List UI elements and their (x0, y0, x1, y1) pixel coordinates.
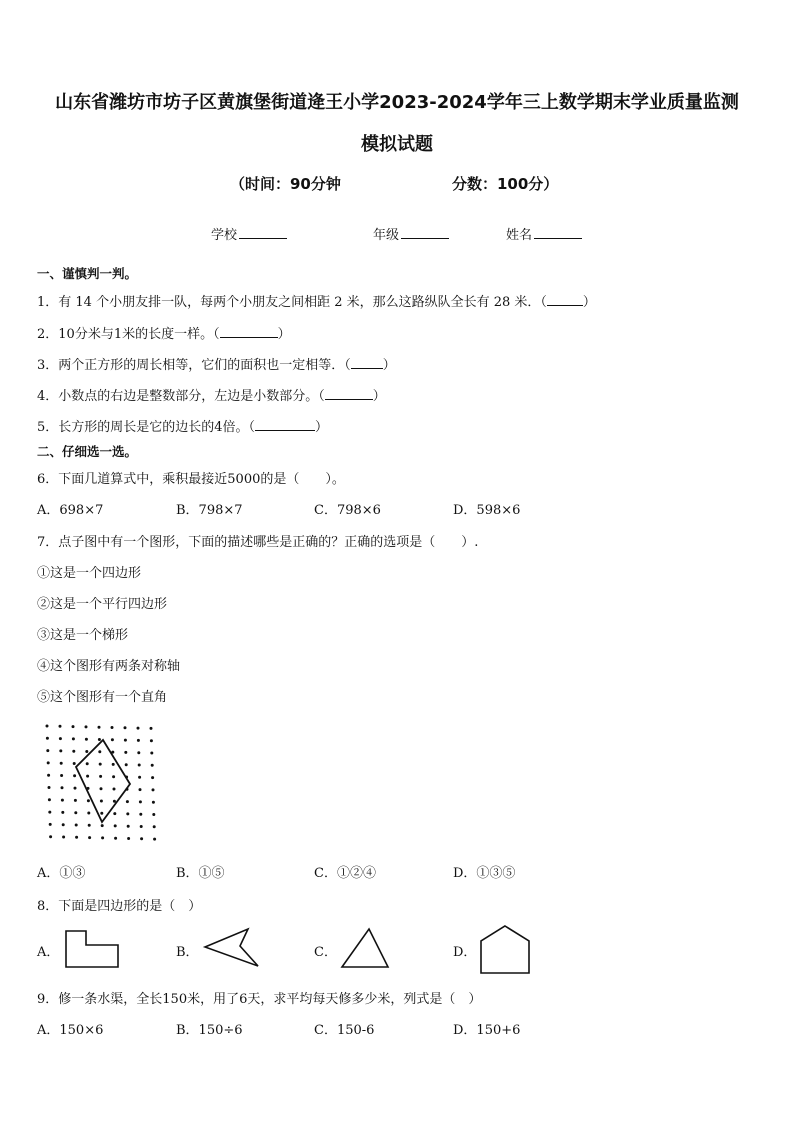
answer-blank-2[interactable] (220, 337, 278, 338)
grid-dot (49, 835, 52, 838)
q7-option-a[interactable]: A．①③ (37, 866, 86, 881)
answer-blank-1[interactable] (547, 305, 583, 306)
triangle-figure (339, 927, 391, 971)
grid-dot (98, 750, 101, 753)
question-7-stem: 7．点子图中有一个图形，下面的描述哪些是正确的？正确的选项是（ ）. (37, 535, 479, 550)
exam-title-line1: 山东省潍坊市坊子区黄旗堡街道逄王小学2023-2024学年三上数学期末学业质量监测 (55, 92, 739, 113)
grid-dot (153, 838, 156, 841)
q7-option-d[interactable]: D．①③⑤ (453, 866, 516, 881)
grid-dot (100, 787, 103, 790)
q6-option-b[interactable]: B．798×7 (176, 503, 243, 518)
grid-dot (49, 823, 52, 826)
answer-blank-3[interactable] (351, 368, 383, 369)
school-field (211, 224, 287, 243)
grid-dot (75, 836, 78, 839)
grid-dot (126, 800, 129, 803)
question-8-stem: 8．下面是四边形的是（ ） (37, 899, 202, 914)
section1-heading: 一、谨慎判一判。 (37, 266, 138, 281)
grid-dot (152, 813, 155, 816)
grid-dot (101, 824, 104, 827)
grid-dot (113, 812, 116, 815)
grid-dot (124, 726, 127, 729)
grid-dot (153, 825, 156, 828)
grid-dot (151, 764, 154, 767)
grid-dot (60, 774, 63, 777)
grid-dot (47, 761, 50, 764)
grid-dot (126, 812, 129, 815)
grid-dot (88, 824, 91, 827)
question-1: 1．有 14 个小朋友排一队，每两个小朋友之间相距 2 米，那么这路纵队全长有 28 米．（ ） (37, 295, 596, 310)
grid-dot (124, 739, 127, 742)
grid-dot (60, 762, 63, 765)
grid-dot (100, 812, 103, 815)
grid-dot (150, 727, 153, 730)
q7-statement-4: ④这个图形有两条对称轴 (37, 659, 181, 674)
question-1-text: 1．有 14 个小朋友排一队，每两个小朋友之间相距 2 米，那么这路纵队全长有 28 米．（ (37, 295, 547, 310)
name-blank[interactable] (534, 226, 582, 239)
q9-option-b[interactable]: B．150÷6 (176, 1023, 243, 1038)
q6-option-a[interactable]: A．698×7 (37, 503, 104, 518)
q8-option-b[interactable]: B． (176, 945, 199, 960)
question-6-stem: 6．下面几道算式中，乘积最接近5000的是（ ）。 (37, 472, 345, 487)
question-5-text: 5．长方形的周长是它的边长的4倍。（ (37, 420, 256, 435)
grid-dot (99, 763, 102, 766)
grade-label: 年级 (373, 228, 400, 243)
q9-option-a[interactable]: A．150×6 (37, 1023, 104, 1038)
exam-title-line2: 模拟试题 (361, 134, 433, 155)
grid-dot (114, 837, 117, 840)
grid-dot (87, 812, 90, 815)
grid-dot (150, 752, 153, 755)
grid-dot (124, 751, 127, 754)
grade-blank[interactable] (401, 226, 449, 239)
school-label: 学校 (211, 228, 238, 243)
grid-dot (46, 737, 49, 740)
q7-statement-3: ③这是一个梯形 (37, 628, 129, 643)
grid-dot (73, 762, 76, 765)
l-shape-figure (64, 928, 120, 970)
q9-option-c[interactable]: C．150-6 (314, 1023, 375, 1038)
grid-dot (111, 738, 114, 741)
grid-dot (112, 775, 115, 778)
grid-dot (112, 763, 115, 766)
question-3: 3．两个正方形的周长相等，它们的面积也一定相等．（ ） (37, 358, 396, 373)
question-3-text: 3．两个正方形的周长相等，它们的面积也一定相等．（ (37, 358, 351, 373)
grid-dot (73, 774, 76, 777)
grid-dot (100, 800, 103, 803)
grid-dot (140, 837, 143, 840)
total-score: 分数：100分） (452, 175, 559, 193)
q7-statement-5: ⑤这个图形有一个直角 (37, 690, 168, 705)
grid-dot (59, 725, 62, 728)
q6-option-c[interactable]: C．798×6 (314, 503, 381, 518)
q8-option-c[interactable]: C． (314, 945, 337, 960)
grid-dot (87, 799, 90, 802)
school-blank[interactable] (239, 226, 287, 239)
question-4-text: 4．小数点的右边是整数部分，左边是小数部分。（ (37, 389, 325, 404)
grade-field (373, 224, 449, 243)
grid-dot (150, 739, 153, 742)
question-2: 2．10分米与1米的长度一样。（ ） (37, 327, 291, 342)
dot-grid-figure (40, 718, 160, 844)
question-5: 5．长方形的周长是它的边长的4倍。（ ） (37, 420, 329, 435)
grid-dot (85, 750, 88, 753)
grid-dot (139, 788, 142, 791)
grid-dot (75, 824, 78, 827)
grid-dot (139, 813, 142, 816)
grid-dot (62, 823, 65, 826)
time-limit: （时间：90分钟 (230, 175, 341, 193)
grid-dot (101, 836, 104, 839)
q9-option-d[interactable]: D．150+6 (453, 1023, 521, 1038)
q7-option-b[interactable]: B．①⑤ (176, 866, 225, 881)
grid-dot (72, 737, 75, 740)
answer-blank-5[interactable] (255, 430, 315, 431)
q7-statement-1: ①这是一个四边形 (37, 566, 142, 581)
grid-dot (138, 776, 141, 779)
grid-dot (137, 727, 140, 730)
q8-option-d[interactable]: D． (453, 945, 477, 960)
grid-dot (59, 749, 62, 752)
grid-dot (137, 739, 140, 742)
grid-dot (48, 798, 51, 801)
grid-dot (125, 763, 128, 766)
pentagon-figure (478, 923, 534, 975)
grid-dot (98, 738, 101, 741)
section2-heading: 二、仔细选一选。 (37, 444, 138, 459)
name-field (506, 224, 582, 243)
grid-dot (46, 749, 49, 752)
grid-dot (61, 811, 64, 814)
grid-dot (152, 788, 155, 791)
grid-dot (114, 824, 117, 827)
grid-dot (152, 801, 155, 804)
grid-dot (88, 836, 91, 839)
grid-dot (85, 725, 88, 728)
grid-dot (140, 825, 143, 828)
grid-dot (61, 799, 64, 802)
concave-quadrilateral-figure (203, 926, 261, 968)
grid-dot (98, 726, 101, 729)
grid-dot (46, 725, 49, 728)
grid-dot (137, 751, 140, 754)
grid-dot (74, 811, 77, 814)
q7-option-c[interactable]: C．①②④ (314, 866, 376, 881)
grid-dot (151, 776, 154, 779)
kite-shape (76, 740, 130, 822)
grid-dot (72, 725, 75, 728)
grid-dot (61, 786, 64, 789)
q6-option-d[interactable]: D．598×6 (453, 503, 521, 518)
grid-dot (74, 799, 77, 802)
grid-dot (85, 738, 88, 741)
grid-dot (47, 774, 50, 777)
grid-dot (113, 788, 116, 791)
answer-blank-4[interactable] (325, 399, 373, 400)
grid-dot (86, 762, 89, 765)
grid-dot (86, 775, 89, 778)
grid-dot (139, 800, 142, 803)
grid-dot (62, 836, 65, 839)
name-label: 姓名 (506, 228, 533, 243)
grid-dot (111, 726, 114, 729)
grid-dot (99, 775, 102, 778)
grid-dot (138, 764, 141, 767)
grid-dot (48, 811, 51, 814)
grid-dot (127, 825, 130, 828)
question-4: 4．小数点的右边是整数部分，左边是小数部分。（ ） (37, 389, 386, 404)
grid-dot (72, 750, 75, 753)
q8-option-a[interactable]: A． (37, 945, 60, 960)
grid-dot (48, 786, 51, 789)
question-9-stem: 9．修一条水渠，全长150米，用了6天，求平均每天修多少米，列式是（ ） (37, 992, 482, 1007)
grid-dot (127, 837, 130, 840)
grid-dot (74, 787, 77, 790)
q7-statement-2: ②这是一个平行四边形 (37, 597, 168, 612)
grid-dot (59, 737, 62, 740)
